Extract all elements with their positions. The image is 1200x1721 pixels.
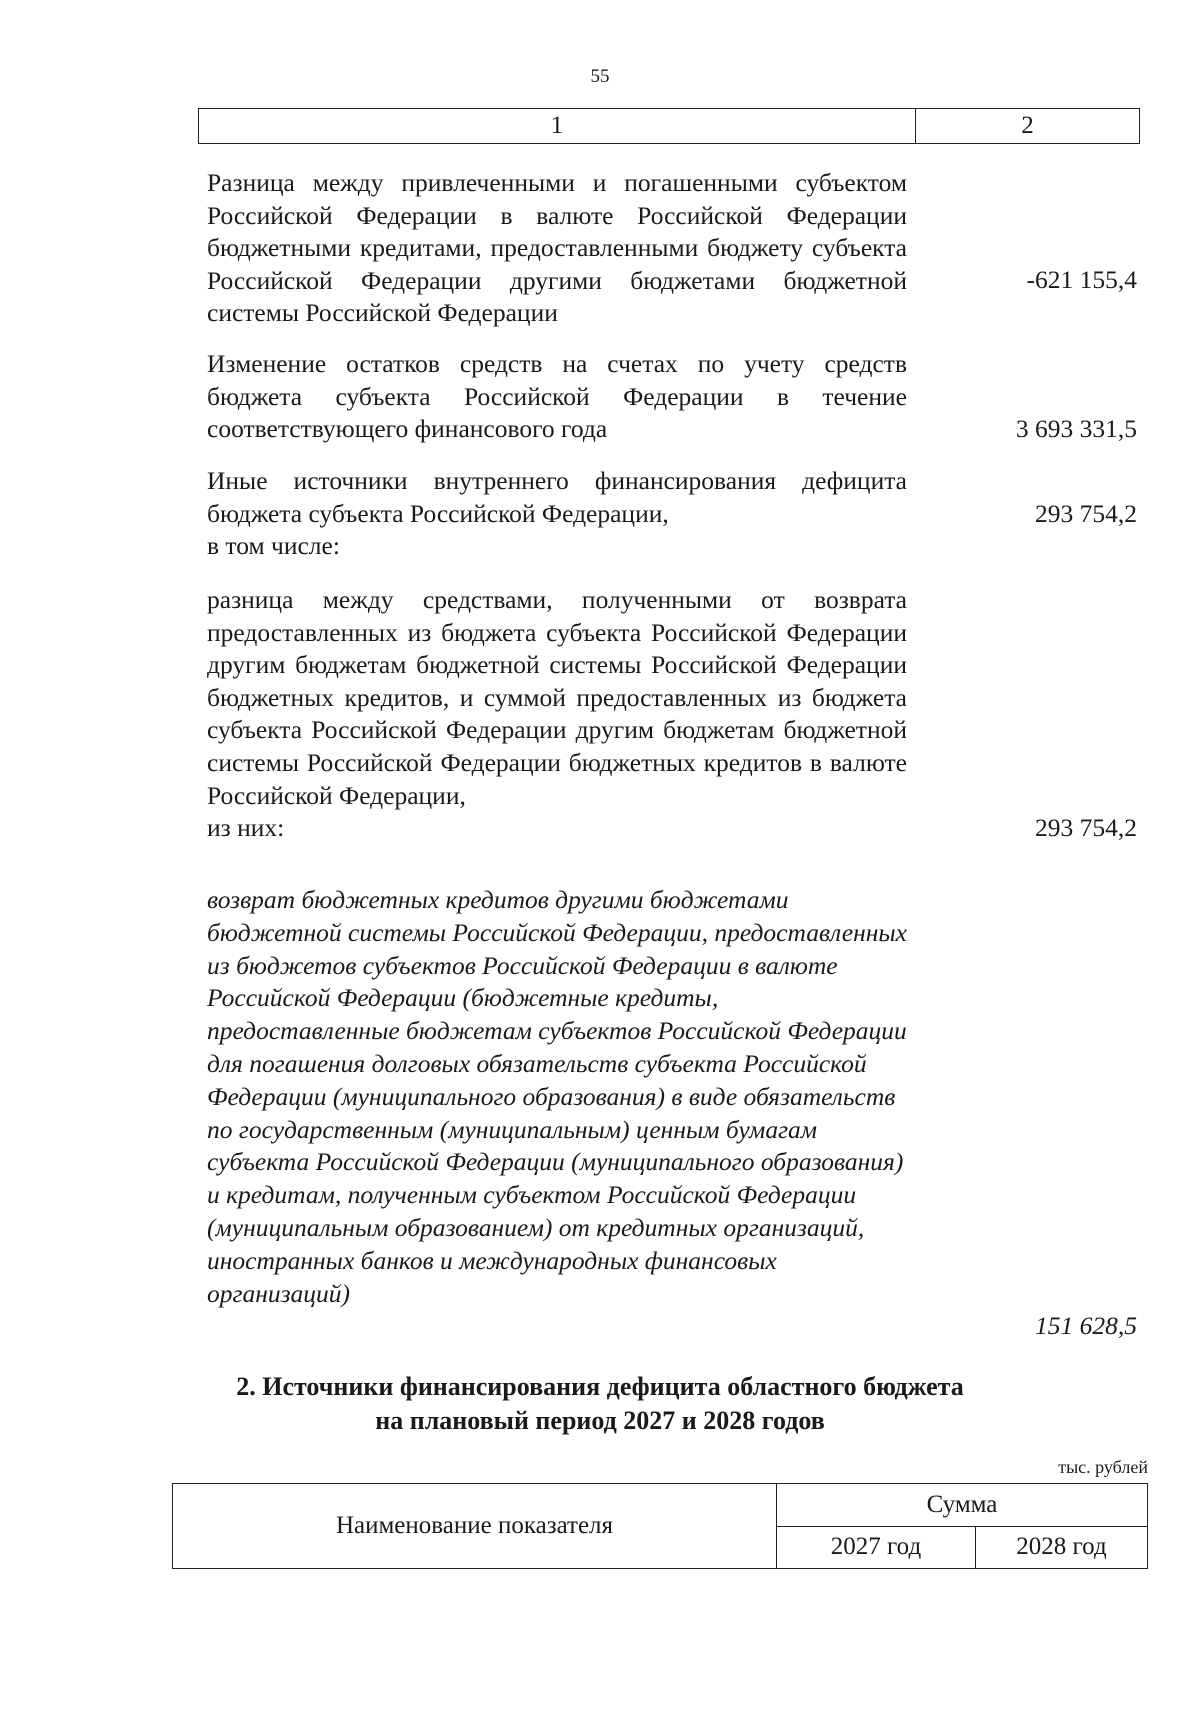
row-value: 293 754,2	[1035, 813, 1137, 842]
row-value: -621 155,4	[1026, 265, 1137, 294]
row-label: Иные источники внутреннего финансирования дефицита бюджета субъекта Российской Федерации,	[207, 466, 907, 528]
sum-header: Сумма	[777, 1484, 1148, 1527]
column-2-label: 2	[916, 109, 1140, 144]
row-budget-credits-difference	[207, 167, 1137, 330]
year-2028-header: 2028 год	[976, 1526, 1148, 1569]
page-number: 55	[590, 66, 610, 87]
row-label: разница между средствами, полученными от возврата предоставленных из бюджета субъекта Российской Федерации другим бюджетам бюджетной системы Российской Федерации бюджетных кредитов, и суммой предоставленных из бюджета субъекта Российской Федерации другим бюджетам бюджетной системы Российской Федерации бюджетных кредитов в валюте Российской Федерации,	[207, 585, 907, 810]
units-label: тыс. рублей	[1058, 1457, 1148, 1477]
row-value: 293 754,2	[1035, 499, 1137, 528]
column-1-label: 1	[199, 109, 916, 144]
row-credit-difference	[207, 584, 1137, 845]
section-title	[150, 1370, 1050, 1438]
row-value: 3 693 331,5	[1015, 414, 1137, 443]
row-label: возврат бюджетных кредитов другими бюджетами бюджетной системы Российской Федерации, предоставленных из бюджетов субъектов Российской Федерации в валюте Российской Федерации (бюджетные кредиты, предоставленные бюджетам субъектов Российской Федерации для погашения долговых обязательств субъекта Российской Федерации (муниципального образования) в виде обязательств по государственным (муниципальным) ценным бумагам субъекта Российской Федерации (муниципального образования) и кредитам, полученным субъектом Российской Федерации (муниципальным образованием) от кредитных организаций, иностранных банков и международных финансовых организаций)	[207, 885, 907, 1308]
indicator-name-header: Наименование показателя	[173, 1484, 777, 1569]
year-2027-header: 2027 год	[777, 1526, 976, 1569]
row-other-sources	[207, 465, 1137, 563]
column-number-header	[198, 108, 1140, 144]
section-title-line-2: на плановый период 2027 и 2028 годов	[375, 1406, 825, 1435]
row-sublabel: из них:	[207, 813, 285, 843]
row-label: Изменение остатков средств на счетах по учету средств бюджета субъекта Российской Федерации в течение соответствующего финансового года	[207, 349, 907, 444]
row-value: 151 628,5	[1035, 1311, 1137, 1340]
row-credit-return	[207, 884, 1137, 1340]
row-sublabel: в том числе:	[207, 531, 340, 561]
section-title-line-1: 2. Источники финансирования дефицита областного бюджета	[236, 1372, 964, 1401]
planning-period-table-header	[172, 1483, 1148, 1569]
row-balance-change	[207, 348, 1137, 446]
row-label: Разница между привлеченными и погашенными субъектом Российской Федерации в валюте Российской Федерации бюджетными кредитами, предоставленными бюджету субъекта Российской Федерации другими бюджетами бюджетной системы Российской Федерации	[207, 168, 907, 328]
